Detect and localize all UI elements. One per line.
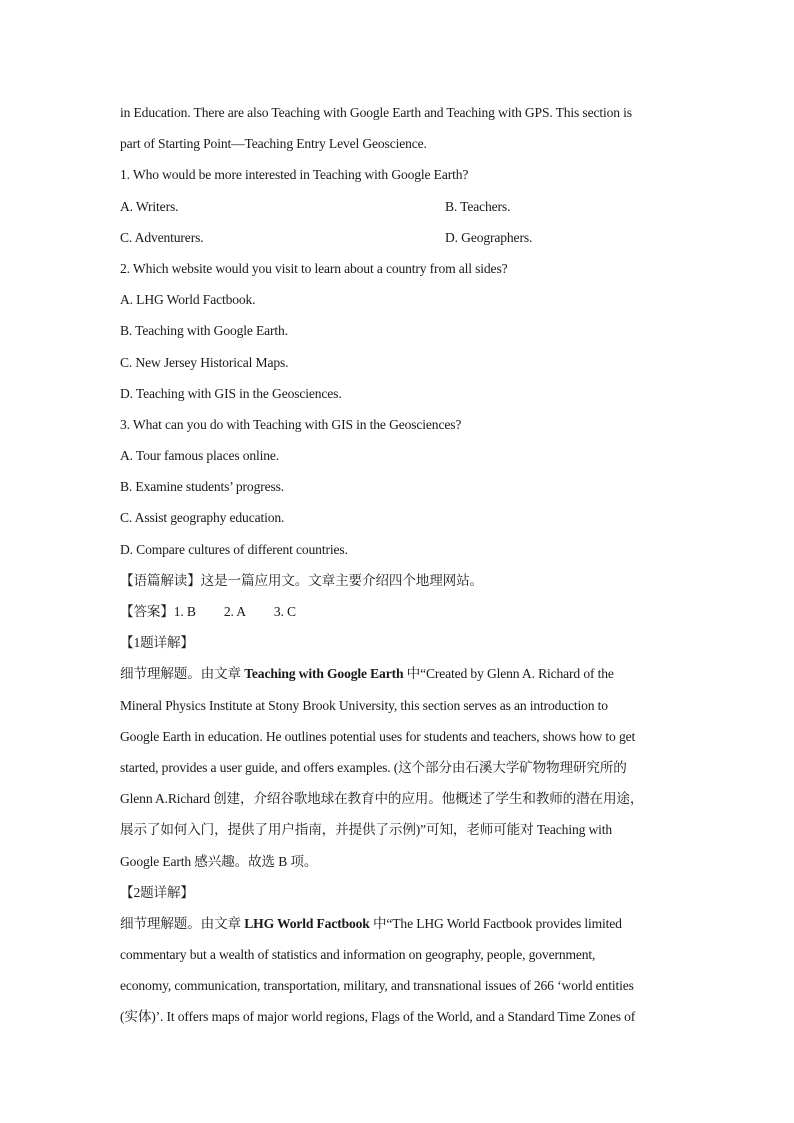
explanation-line: started, provides a user guide, and offers examples. (这个部分由石溪大学矿物物理研究所的 — [120, 759, 627, 775]
explanation-heading: 【2题详解】 — [120, 884, 194, 900]
option-c: C. New Jersey Historical Maps. — [120, 354, 289, 370]
passage-line: in Education. There are also Teaching with Google Earth and Teaching with GPS. This section is — [120, 105, 632, 120]
document-page — [120, 99, 680, 1035]
option-a: A. LHG World Factbook. — [120, 292, 256, 308]
explanation-line: commentary but a wealth of statistics and information on geography, people, government, — [120, 947, 596, 963]
explanation-line — [120, 660, 680, 691]
option-b: B. Teachers. — [445, 198, 511, 214]
summary-line — [120, 567, 680, 598]
passage-line: part of Starting Point—Teaching Entry Level Geoscience. — [120, 136, 427, 152]
option-a: A. Tour famous places online. — [120, 448, 280, 464]
option-a: A. Writers. — [120, 198, 179, 214]
explanation-lead: 细节理解题。由文章 — [120, 666, 245, 682]
summary-text: 这是一篇应用文。文章主要介绍四个地理网站。 — [200, 572, 483, 588]
option-row — [120, 193, 680, 224]
question-stem: 3. What can you do with Teaching with GIS in the Geosciences? — [120, 416, 462, 432]
option-c: C. Assist geography education. — [120, 510, 285, 526]
explanation-lead: 细节理解题。由文章 — [120, 915, 245, 931]
answer-1: 1. B — [173, 604, 196, 619]
explanation-heading: 【1题详解】 — [120, 635, 194, 651]
option-d: D. Compare cultures of different countries. — [120, 541, 348, 557]
explanation-line — [120, 910, 680, 941]
explanation-line: 展示了如何入门，提供了用户指南，并提供了示例)”可知，老师可能对 Teaching with — [120, 822, 613, 838]
option-c: C. Adventurers. — [120, 229, 204, 245]
option-d: D. Geographers. — [445, 229, 533, 245]
option-b: B. Examine students’ progress. — [120, 479, 285, 495]
article-title: LHG World Factbook — [244, 915, 370, 931]
article-title: Teaching with Google Earth — [244, 666, 404, 682]
explanation-line: Mineral Physics Institute at Stony Brook University, this section serves as an introduction to — [120, 697, 608, 713]
option-row — [120, 224, 680, 255]
question-stem: 2. Which website would you visit to learn about a country from all sides? — [120, 260, 508, 276]
answer-3: 3. C — [273, 604, 296, 619]
question-stem: 1. Who would be more interested in Teaching with Google Earth? — [120, 167, 469, 183]
explanation-quote: 中“The LHG World Factbook provides limited — [369, 915, 622, 931]
answer-2: 2. A — [223, 604, 246, 619]
explanation-line: Google Earth in education. He outlines potential uses for students and teachers, shows how to get — [120, 728, 636, 744]
explanation-line: (实体)’. It offers maps of major world regions, Flags of the World, and a Standard Time Zones of — [120, 1009, 636, 1025]
answer-line — [120, 598, 680, 629]
explanation-line: Google Earth 感兴趣。故选 B 项。 — [120, 853, 318, 869]
answer-label: 【答案】 — [120, 604, 174, 619]
explanation-line: economy, communication, transportation, military, and transnational issues of 266 ‘world entities — [120, 978, 634, 994]
explanation-line: Glenn A.Richard 创建，介绍谷歌地球在教育中的应用。他概述了学生和教师的潜在用途， — [120, 791, 644, 807]
option-b: B. Teaching with Google Earth. — [120, 323, 288, 339]
option-d: D. Teaching with GIS in the Geosciences. — [120, 385, 342, 401]
summary-label: 【语篇解读】 — [120, 572, 201, 588]
explanation-quote: 中“Created by Glenn A. Richard of the — [403, 666, 614, 682]
